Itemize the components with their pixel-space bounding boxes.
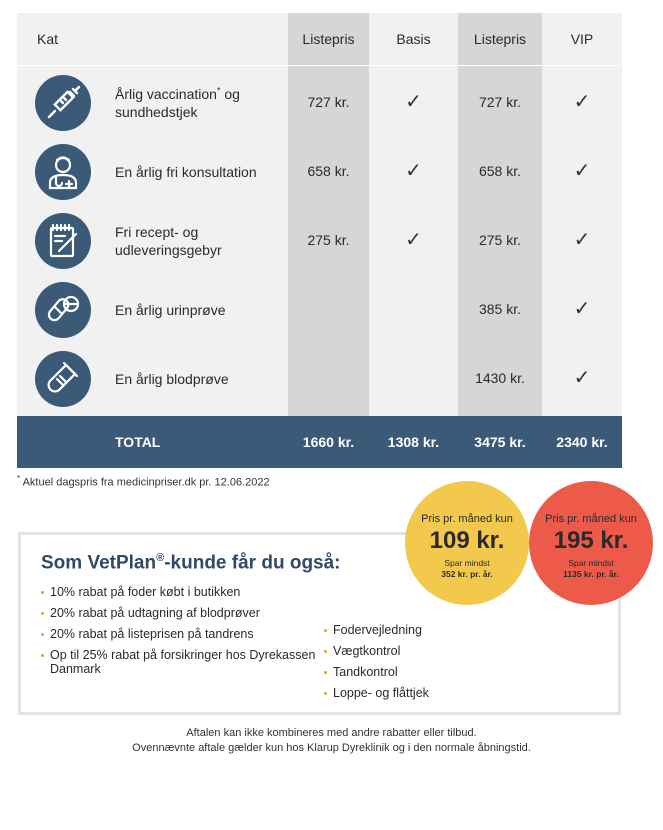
cell-listepris: 727 kr. <box>307 94 350 110</box>
header-listepris-vip: Listepris <box>473 31 527 47</box>
check-icon: ✓ <box>405 229 422 251</box>
list-item: 20% rabat på udtagning af blodprøver <box>41 606 321 620</box>
cell-listepris: 275 kr. <box>307 232 350 248</box>
check-icon: ✓ <box>573 229 591 251</box>
cell-listepris-vip: 275 kr. <box>478 232 522 248</box>
cell-listepris-vip: 658 kr. <box>478 163 522 179</box>
check-icon: ✓ <box>573 91 591 113</box>
check-icon: ✓ <box>405 91 422 113</box>
bubble-yearly-saving: 352 kr. pr. år. <box>441 569 493 579</box>
syringe-icon <box>35 75 91 131</box>
table-row <box>17 344 622 413</box>
cell-listepris-vip: 385 kr. <box>478 301 522 317</box>
service-list <box>324 623 524 707</box>
table-row <box>17 137 622 206</box>
list-item: Tandkontrol <box>324 665 524 679</box>
list-item: Loppe- og flåttjek <box>324 686 524 700</box>
footnote: * Aktuel dagspris fra medicinpriser.dk pr. 12.06.2022 <box>17 474 270 489</box>
cell-basis <box>369 344 458 413</box>
row-label: Fri recept- og udleveringsgebyr <box>115 223 222 258</box>
total-vip: 2340 kr. <box>556 434 608 450</box>
header-listepris-basis: Listepris <box>302 31 355 47</box>
bubble-spar: Spar mindst <box>444 558 490 568</box>
bubble-caption: Pris pr. måned kun <box>421 513 513 525</box>
cell-listepris <box>288 344 369 413</box>
benefits-title: Som VetPlan®-kunde får du også: <box>41 552 341 574</box>
table-header <box>17 13 622 65</box>
total-row <box>17 416 622 468</box>
terms-text <box>0 726 663 756</box>
list-item: Op til 25% rabat på forsikringer hos Dyrekassen Danmark <box>41 648 321 676</box>
check-icon: ✓ <box>573 160 591 182</box>
total-basis: 1308 kr. <box>387 434 440 450</box>
row-label: En årlig urinprøve <box>115 301 226 318</box>
check-icon: ✓ <box>573 367 591 389</box>
total-listepris-vip: 3475 kr. <box>474 434 526 450</box>
pill-icon <box>35 282 91 338</box>
list-item: 20% rabat på listeprisen på tandrens <box>41 627 321 641</box>
terms-line-1: Aftalen kan ikke kombineres med andre rabatter eller tilbud. <box>186 727 477 739</box>
header-basis: Basis <box>396 31 431 47</box>
discount-list <box>41 585 321 683</box>
vip-price-bubble <box>529 481 653 605</box>
prescription-pad-icon <box>35 213 91 269</box>
list-item: 10% rabat på foder købt i butikken <box>41 585 321 599</box>
table-row <box>17 275 622 344</box>
header-kat: Kat <box>37 31 59 47</box>
basis-price-bubble <box>405 481 529 605</box>
cell-listepris: 658 kr. <box>307 163 350 179</box>
table-row <box>17 206 622 275</box>
cell-listepris-vip: 727 kr. <box>478 94 522 110</box>
veterinarian-icon <box>35 144 91 200</box>
total-label: TOTAL <box>115 434 161 450</box>
bubble-price: 109 kr. <box>429 527 505 554</box>
row-label: En årlig fri konsultation <box>115 163 257 180</box>
row-label: En årlig blodprøve <box>115 370 229 387</box>
bubble-spar: Spar mindst <box>568 558 614 568</box>
bubble-caption: Pris pr. måned kun <box>545 513 637 525</box>
check-icon: ✓ <box>573 298 591 320</box>
test-tube-icon <box>35 351 91 407</box>
terms-line-2: Ovennævnte aftale gælder kun hos Klarup Dyreklinik og i den normale åbningstid. <box>132 742 531 754</box>
list-item: Fodervejledning <box>324 623 524 637</box>
bubble-price: 195 kr. <box>553 527 629 554</box>
header-vip: VIP <box>570 31 594 47</box>
row-label: Årlig vaccination* og sundhedstjek <box>115 84 240 120</box>
cell-basis <box>369 275 458 344</box>
header-divider <box>17 65 622 66</box>
cell-listepris <box>288 275 369 344</box>
price-table <box>17 13 622 468</box>
bubble-yearly-saving: 1135 kr. pr. år. <box>563 569 619 579</box>
list-item: Vægtkontrol <box>324 644 524 658</box>
total-listepris: 1660 kr. <box>302 434 355 450</box>
table-row <box>17 68 622 137</box>
cell-listepris-vip: 1430 kr. <box>475 370 525 386</box>
check-icon: ✓ <box>405 160 422 182</box>
